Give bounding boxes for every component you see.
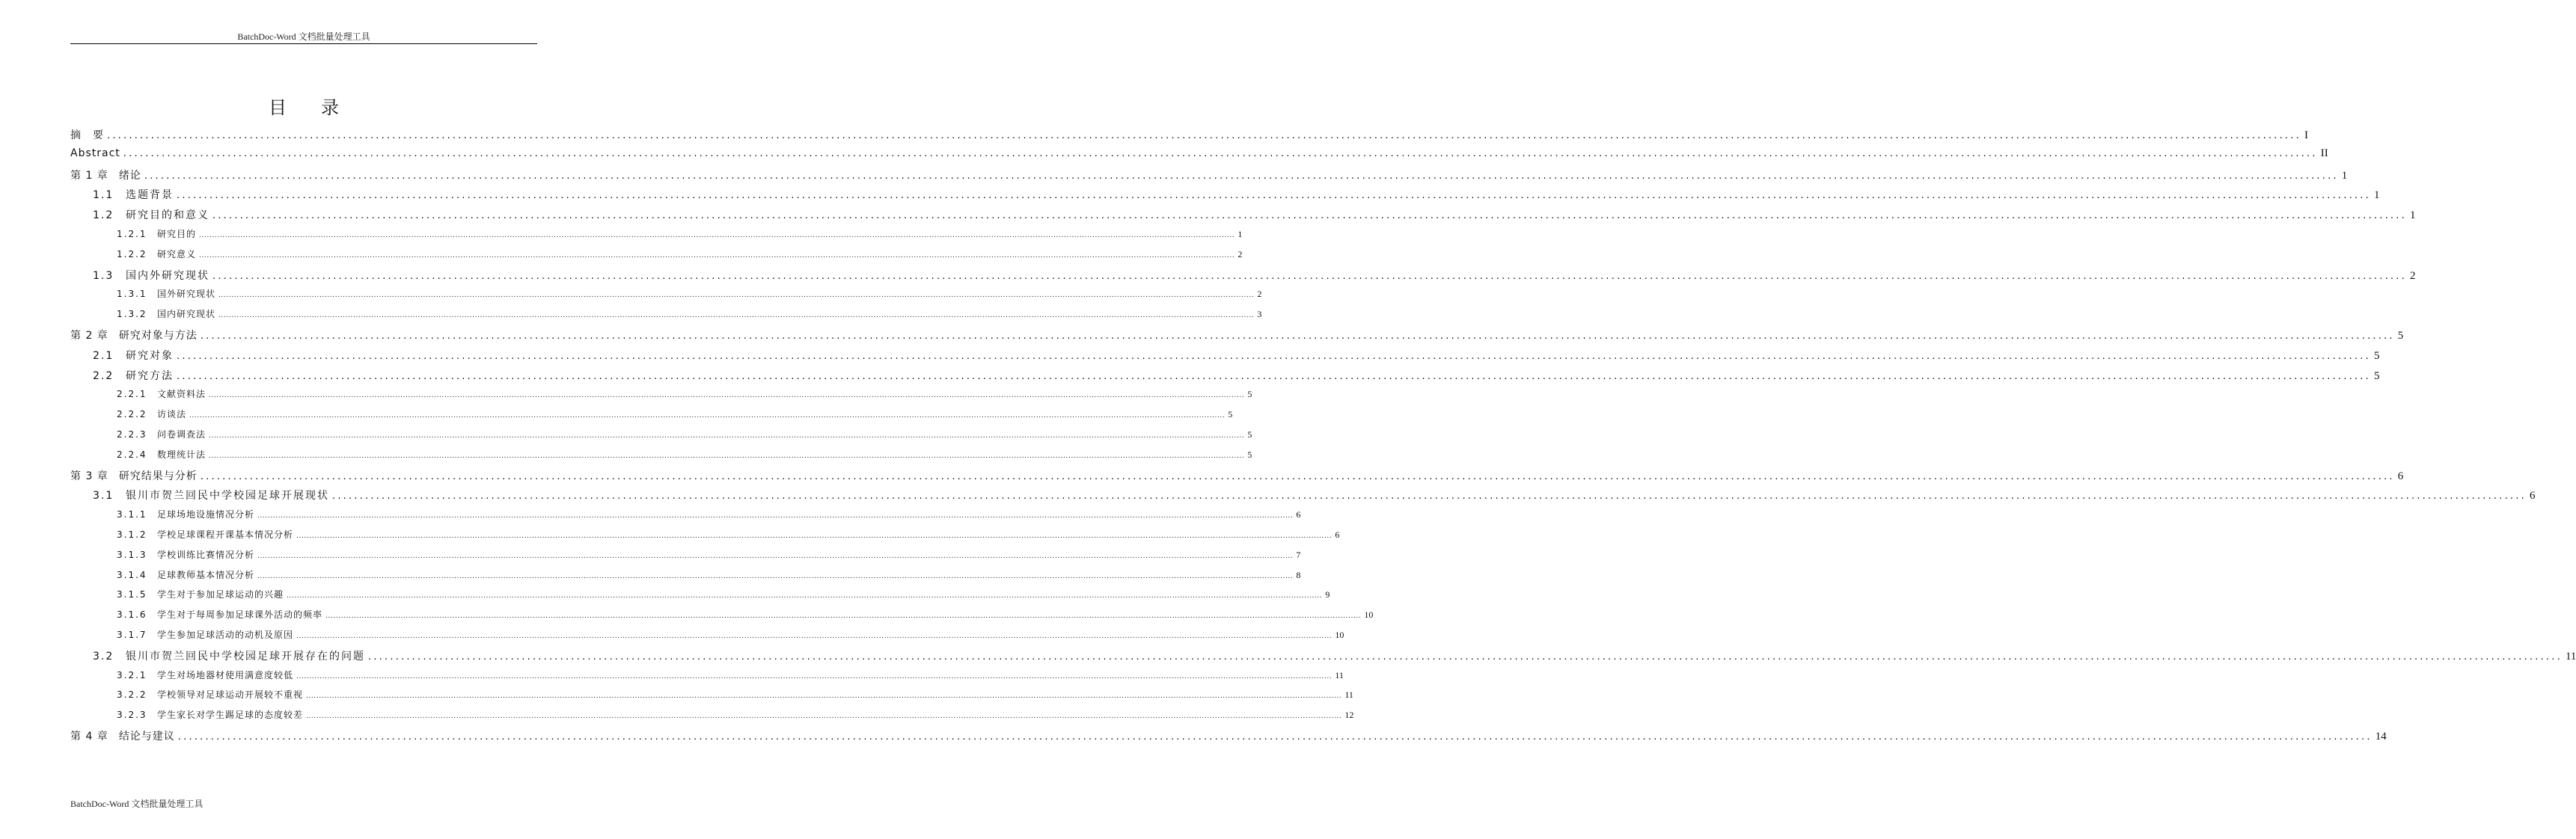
dot-leader: ................................................................................................................................................................................................................................................................................................................................................................................................................	[123, 147, 2318, 159]
dot-leader: ................................................................................................................................................................................................................................................................................................................................................................................................................	[296, 672, 1333, 680]
toc-entry[interactable]	[70, 428, 1252, 448]
toc-entry-page: 5	[2373, 349, 2380, 362]
toc-entry-page: 5	[2397, 329, 2404, 342]
toc-entry-number: 3.2.2	[117, 689, 147, 701]
toc-entry-title: 学校领导对足球运动开展较不重视	[157, 689, 304, 701]
toc-entry-page: 6	[1296, 509, 1301, 520]
toc-entry-page: 10	[1335, 629, 1344, 640]
toc-entry-number: 第 1 章	[70, 169, 108, 182]
toc-entry[interactable]	[70, 248, 1243, 268]
page-header: BatchDoc-Word 文档批量处理工具	[237, 31, 370, 42]
toc-entry-number: 第 2 章	[70, 329, 108, 342]
toc-entry-page: 6	[2529, 490, 2536, 503]
toc-entry-number: 3.1.6	[117, 609, 147, 621]
table-of-contents	[70, 127, 2576, 749]
toc-entry-title: 国内研究现状	[157, 309, 216, 320]
toc-entry-title: 学校足球课程开课基本情况分析	[157, 529, 294, 540]
dot-leader: ................................................................................................................................................................................................................................................................................................................................................................................................................	[177, 731, 2372, 743]
page-footer: BatchDoc-Word 文档批量处理工具	[70, 799, 204, 809]
toc-entry-title: 文献资料法	[157, 389, 206, 400]
toc-entry[interactable]	[70, 568, 1301, 588]
toc-entry-number: 3.1.5	[117, 589, 147, 600]
dot-leader: ................................................................................................................................................................................................................................................................................................................................................................................................................	[257, 572, 1294, 580]
toc-entry[interactable]	[70, 307, 1262, 328]
toc-entry-page: II	[2320, 147, 2328, 159]
toc-entry-number: 3.1.2	[117, 529, 147, 540]
dot-leader: ................................................................................................................................................................................................................................................................................................................................................................................................................	[189, 412, 1226, 420]
toc-entry[interactable]	[70, 207, 2416, 227]
dot-leader: ................................................................................................................................................................................................................................................................................................................................................................................................................	[144, 170, 2339, 182]
toc-entry-title: 摘 要	[70, 129, 104, 141]
toc-entry-title: 国外研究现状	[157, 289, 216, 300]
dot-leader: ................................................................................................................................................................................................................................................................................................................................................................................................................	[296, 532, 1333, 540]
toc-title: 目录	[269, 97, 373, 118]
toc-entry-title: 结论与建议	[118, 730, 175, 743]
toc-entry[interactable]	[70, 187, 2380, 207]
toc-entry-title: 研究目的	[157, 228, 197, 239]
toc-entry-page: 9	[1325, 589, 1330, 600]
toc-entry-number: 1.3.1	[117, 289, 147, 300]
toc-entry-number: 3.2.3	[117, 710, 147, 721]
toc-entry[interactable]	[70, 548, 1301, 568]
toc-entry-page: 1	[2373, 189, 2380, 202]
toc-entry[interactable]	[70, 127, 2308, 147]
dot-leader: ................................................................................................................................................................................................................................................................................................................................................................................................................	[257, 512, 1294, 520]
toc-entry-title: 学生家长对学生踢足球的态度较差	[157, 710, 304, 721]
toc-entry[interactable]	[70, 348, 2380, 368]
toc-entry[interactable]	[70, 669, 1344, 689]
toc-entry[interactable]	[70, 368, 2380, 388]
toc-entry[interactable]	[70, 728, 2387, 749]
toc-entry[interactable]	[70, 328, 2404, 348]
toc-entry-title: 学生对场地器材使用满意度较低	[157, 669, 294, 680]
toc-entry-number: 2.2.3	[117, 428, 147, 440]
toc-entry-number: 2.1	[93, 349, 114, 362]
toc-entry-page: 12	[1344, 710, 1354, 721]
dot-leader: ................................................................................................................................................................................................................................................................................................................................................................................................................	[199, 251, 1235, 259]
dot-leader: ................................................................................................................................................................................................................................................................................................................................................................................................................	[177, 350, 2371, 362]
toc-entry-page: 6	[1335, 529, 1340, 540]
toc-entry[interactable]	[70, 408, 1233, 428]
dot-leader: ................................................................................................................................................................................................................................................................................................................................................................................................................	[199, 231, 1235, 239]
toc-entry-title: 足球场地设施情况分析	[157, 509, 255, 520]
dot-leader: ................................................................................................................................................................................................................................................................................................................................................................................................................	[212, 210, 2407, 222]
toc-entry-title: 学生对于参加足球运动的兴趣	[157, 589, 284, 600]
toc-entry-title: 银川市贺兰回民中学校园足球开展现状	[126, 490, 329, 503]
dot-leader: ................................................................................................................................................................................................................................................................................................................................................................................................................	[209, 392, 1245, 400]
toc-entry-title: 研究对象与方法	[118, 329, 198, 342]
toc-entry-number: 3.1.7	[117, 629, 147, 640]
toc-entry-number: 第 3 章	[70, 470, 108, 482]
toc-entry-number: 3.2.1	[117, 669, 147, 680]
header-rule	[70, 43, 537, 44]
toc-entry-page: 11	[1344, 689, 1353, 701]
toc-entry-page: 5	[2373, 369, 2380, 382]
dot-leader: ................................................................................................................................................................................................................................................................................................................................................................................................................	[218, 312, 1255, 320]
toc-entry-title: 学生参加足球活动的动机及原因	[157, 629, 294, 640]
toc-entry-number: 1.3.2	[117, 309, 147, 320]
toc-entry-title: 研究方法	[126, 369, 174, 382]
dot-leader: ................................................................................................................................................................................................................................................................................................................................................................................................................	[257, 552, 1294, 560]
toc-entry[interactable]	[70, 488, 2536, 508]
toc-entry[interactable]	[70, 508, 1301, 528]
dot-leader: ................................................................................................................................................................................................................................................................................................................................................................................................................	[287, 592, 1323, 600]
toc-entry-title: 研究对象	[126, 349, 174, 362]
toc-entry-title: 学生对于每周参加足球课外活动的频率	[157, 609, 323, 621]
toc-entry[interactable]	[70, 468, 2404, 488]
toc-entry[interactable]	[70, 227, 1243, 248]
toc-entry-page: 14	[2375, 730, 2387, 743]
dot-leader: ................................................................................................................................................................................................................................................................................................................................................................................................................	[218, 292, 1255, 300]
dot-leader: ................................................................................................................................................................................................................................................................................................................................................................................................................	[200, 470, 2395, 482]
toc-entry-title: 足球教师基本情况分析	[157, 569, 255, 580]
toc-entry-number: 1.2.2	[117, 248, 147, 259]
toc-entry[interactable]	[70, 648, 2576, 669]
toc-entry-page: 2	[1257, 289, 1262, 300]
toc-entry-title: 研究目的和意义	[126, 209, 209, 222]
toc-entry-page: 5	[1228, 409, 1233, 420]
toc-entry-page: 2	[1237, 248, 1243, 259]
toc-entry[interactable]	[70, 688, 1353, 708]
toc-entry-page: 5	[1247, 428, 1252, 440]
toc-entry-page: 11	[1335, 669, 1344, 680]
toc-entry-number: 2.2.4	[117, 449, 147, 460]
toc-entry[interactable]	[70, 147, 2328, 168]
toc-entry-title: 问卷调查法	[157, 428, 206, 440]
toc-entry-page: 1	[2341, 169, 2348, 182]
toc-entry-page: 11	[2565, 650, 2576, 663]
toc-entry-title: 选题背景	[126, 189, 174, 202]
dot-leader: ................................................................................................................................................................................................................................................................................................................................................................................................................	[306, 692, 1342, 701]
toc-entry-number: 3.1.4	[117, 569, 147, 580]
toc-entry-title: 访谈法	[157, 409, 187, 420]
toc-entry-page: 10	[1364, 609, 1374, 621]
toc-entry-page: 3	[1257, 309, 1262, 320]
dot-leader: ................................................................................................................................................................................................................................................................................................................................................................................................................	[332, 491, 2527, 503]
dot-leader: ................................................................................................................................................................................................................................................................................................................................................................................................................	[368, 651, 2563, 663]
toc-entry-title: 银川市贺兰回民中学校园足球开展存在的问题	[126, 650, 365, 663]
dot-leader: ................................................................................................................................................................................................................................................................................................................................................................................................................	[107, 130, 2301, 141]
toc-entry-number: 1.2.1	[117, 228, 147, 239]
toc-entry-title: 研究意义	[157, 248, 197, 259]
toc-entry[interactable]	[70, 528, 1340, 548]
dot-leader: ................................................................................................................................................................................................................................................................................................................................................................................................................	[306, 713, 1342, 721]
toc-entry[interactable]	[70, 448, 1252, 468]
dot-leader: ................................................................................................................................................................................................................................................................................................................................................................................................................	[212, 270, 2407, 282]
dot-leader: ................................................................................................................................................................................................................................................................................................................................................................................................................	[200, 330, 2395, 342]
toc-entry[interactable]	[70, 387, 1252, 408]
toc-entry[interactable]	[70, 268, 2416, 288]
toc-entry-number: 3.1.3	[117, 549, 147, 560]
toc-entry-number: 1.1	[93, 189, 114, 202]
toc-entry-title: 学校训练比赛情况分析	[157, 549, 255, 560]
toc-entry-page: 5	[1247, 389, 1252, 400]
toc-entry-number: 3.1.1	[117, 509, 147, 520]
toc-entry-title: 数理统计法	[157, 449, 206, 460]
toc-entry-page: 6	[2397, 470, 2404, 482]
toc-entry-number: 2.2	[93, 369, 114, 382]
toc-entry[interactable]	[70, 588, 1330, 608]
toc-entry-number: 1.3	[93, 269, 114, 282]
dot-leader: ................................................................................................................................................................................................................................................................................................................................................................................................................	[296, 632, 1333, 640]
toc-entry[interactable]	[70, 168, 2348, 188]
dot-leader: ................................................................................................................................................................................................................................................................................................................................................................................................................	[177, 190, 2371, 202]
toc-entry-page: 5	[1247, 449, 1252, 460]
toc-entry-page: 1	[1237, 228, 1243, 239]
toc-entry[interactable]	[70, 608, 1374, 628]
toc-entry-page: 7	[1296, 549, 1301, 560]
toc-entry-title: 研究结果与分析	[118, 470, 198, 482]
toc-entry-title: 国内外研究现状	[126, 269, 209, 282]
toc-entry-page: 1	[2409, 209, 2416, 222]
toc-entry-number: 1.2	[93, 209, 114, 222]
toc-entry-number: 2.2.1	[117, 389, 147, 400]
toc-entry-page: 8	[1296, 569, 1301, 580]
dot-leader: ................................................................................................................................................................................................................................................................................................................................................................................................................	[209, 452, 1245, 460]
toc-entry-number: 3.1	[93, 490, 114, 503]
toc-entry[interactable]	[70, 628, 1344, 648]
toc-entry-number: 3.2	[93, 650, 114, 663]
dot-leader: ................................................................................................................................................................................................................................................................................................................................................................................................................	[325, 612, 1362, 621]
toc-entry-number: 第 4 章	[70, 730, 108, 743]
dot-leader: ................................................................................................................................................................................................................................................................................................................................................................................................................	[177, 370, 2371, 382]
toc-entry-page: 2	[2409, 269, 2416, 282]
toc-entry[interactable]	[70, 708, 1354, 728]
toc-entry-number: 2.2.2	[117, 409, 147, 420]
toc-entry-title: 绪论	[118, 169, 141, 182]
toc-entry[interactable]	[70, 287, 1262, 307]
dot-leader: ................................................................................................................................................................................................................................................................................................................................................................................................................	[209, 431, 1245, 440]
toc-entry-title: Abstract	[70, 147, 120, 159]
toc-entry-page: I	[2304, 129, 2308, 141]
